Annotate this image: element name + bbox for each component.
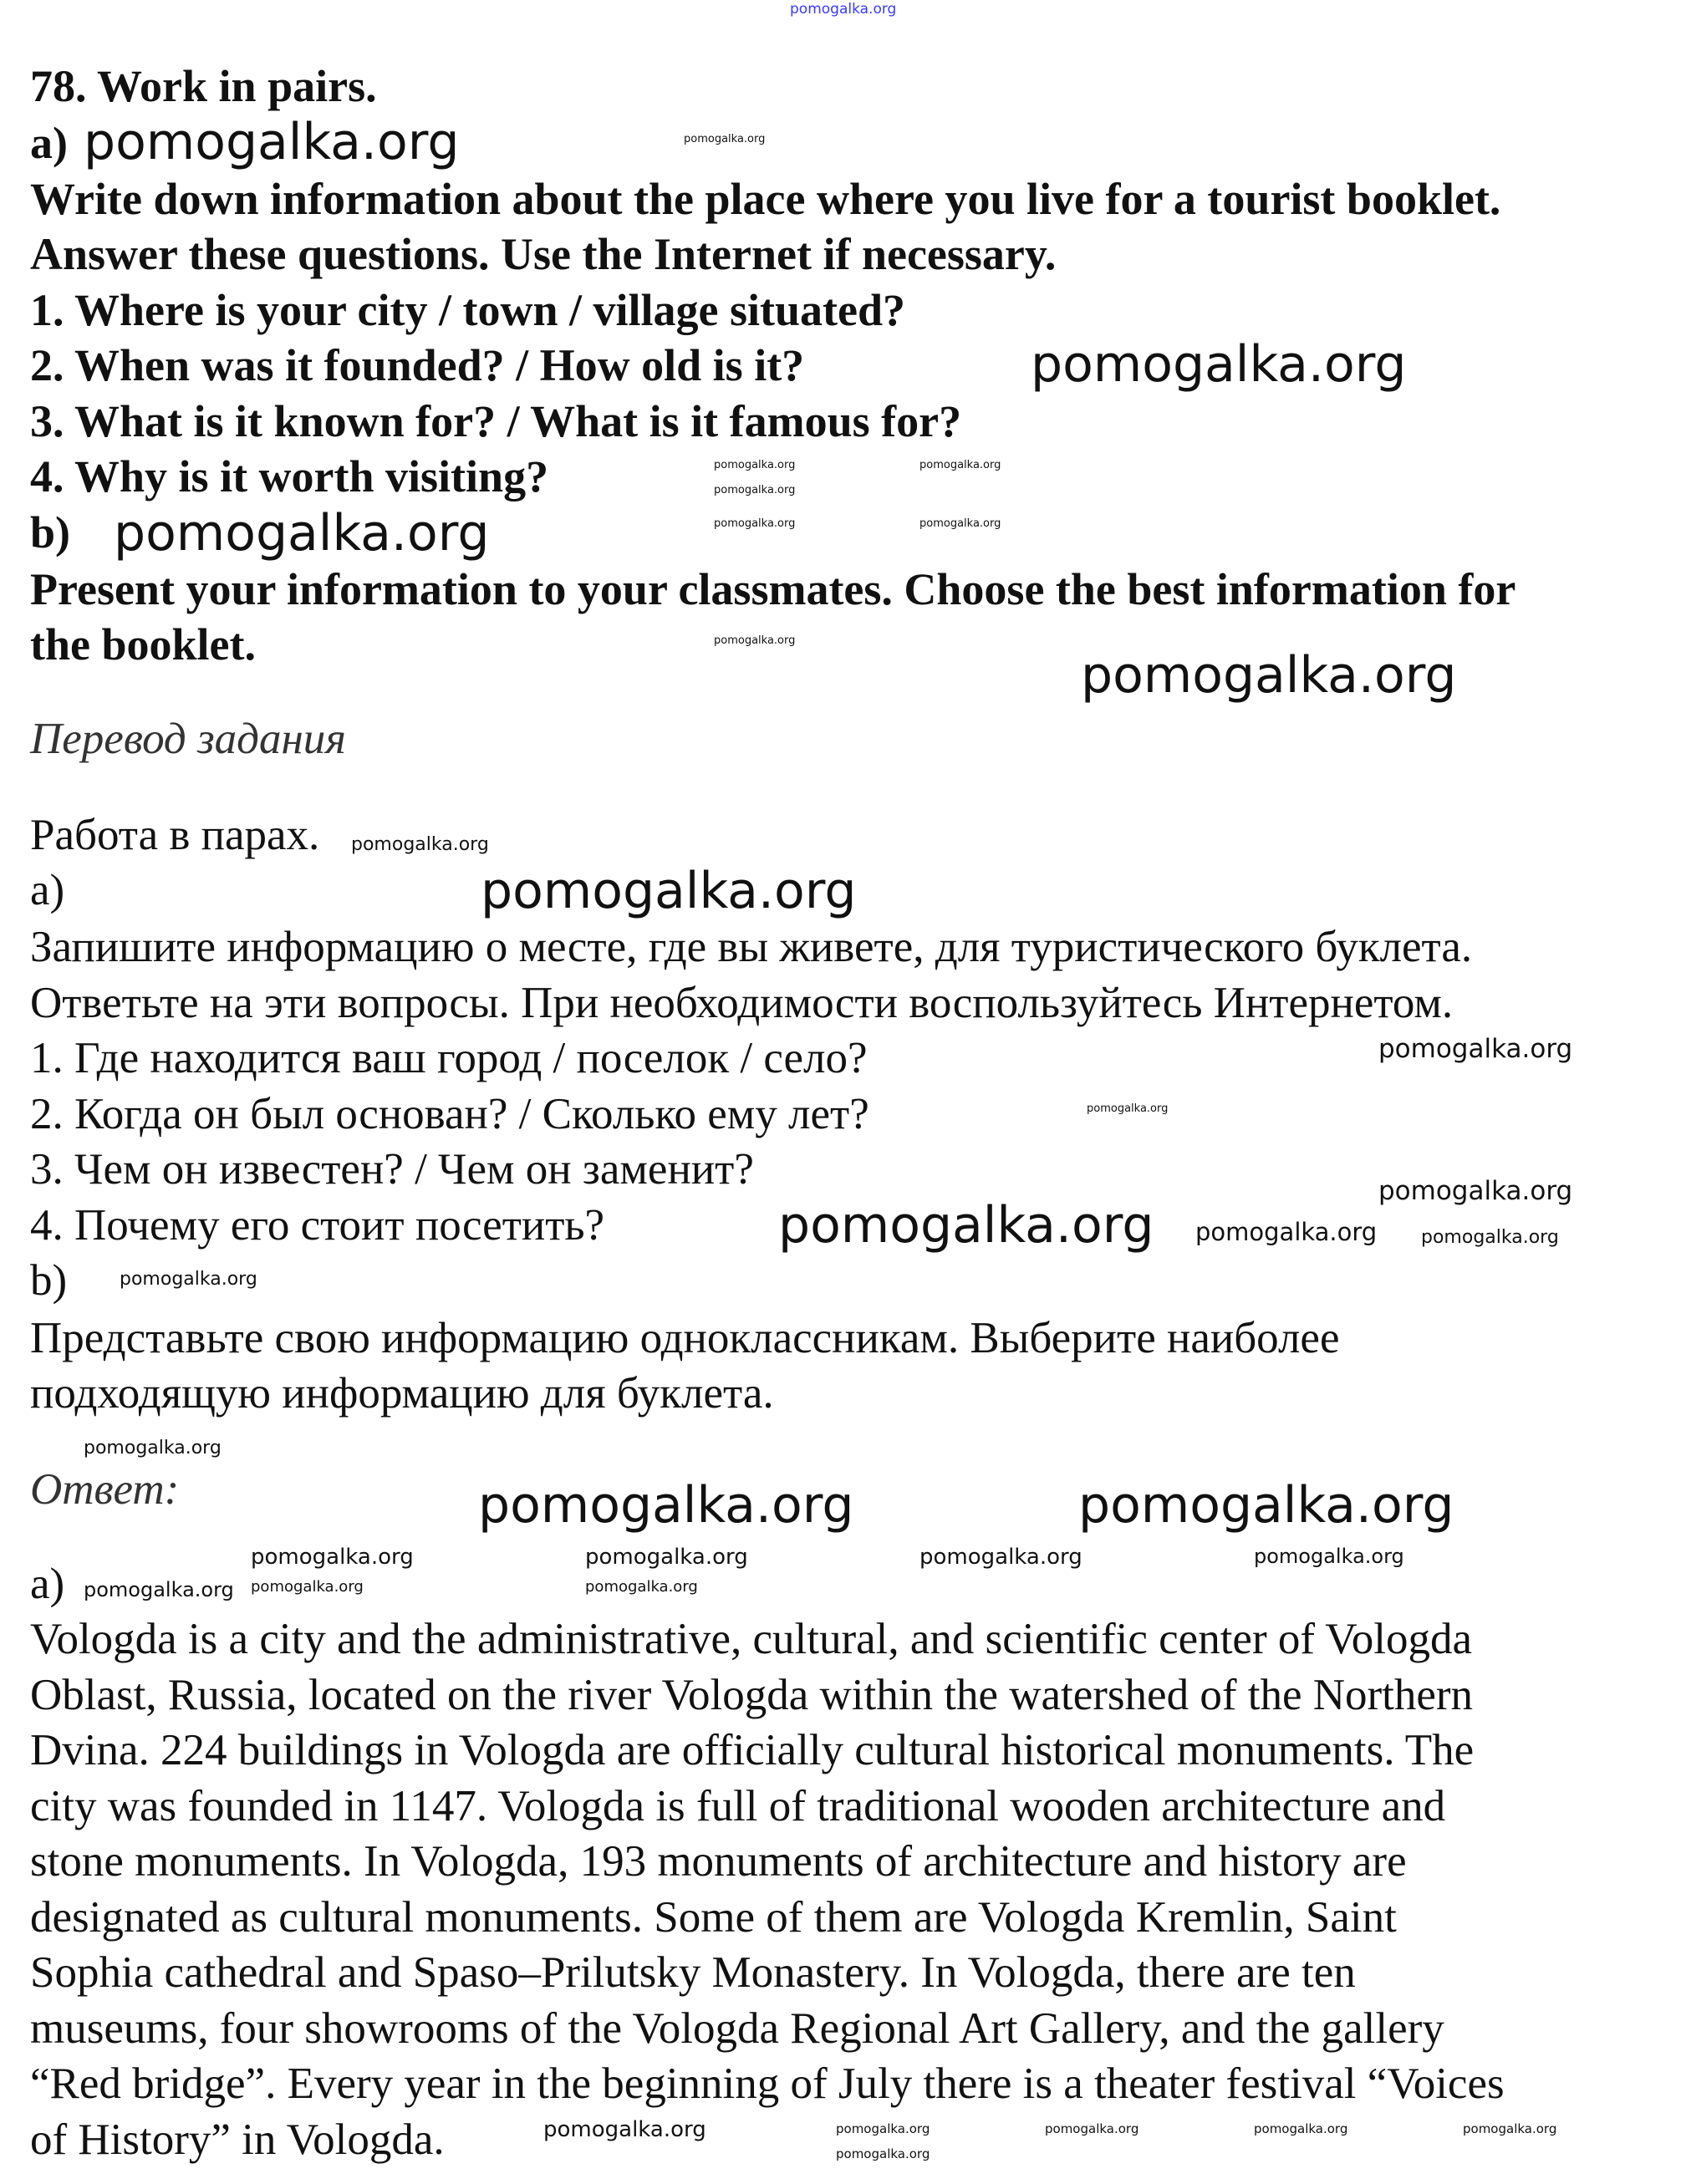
watermark: pomogalka.org <box>1081 646 1457 705</box>
watermark: pomogalka.org <box>84 1578 234 1601</box>
watermark: pomogalka.org <box>714 634 796 647</box>
task-b-label: b) <box>30 507 71 557</box>
watermark: pomogalka.org <box>714 517 796 530</box>
watermark: pomogalka.org <box>778 1196 1154 1255</box>
watermark: pomogalka.org <box>790 1 897 18</box>
watermark: pomogalka.org <box>836 2146 930 2161</box>
translation-a-text: Запишите информацию о месте, где вы живете, для туристического буклета. <box>30 923 1473 971</box>
watermark: pomogalka.org <box>585 1578 698 1596</box>
task-a-label: a) <box>30 118 68 168</box>
watermark: pomogalka.org <box>478 1476 854 1535</box>
task-b-text: Present your information to your classmates. Choose the best information for <box>30 564 1516 614</box>
watermark: pomogalka.org <box>1421 1227 1559 1248</box>
answer-paragraph-line: stone monuments. In Vologda, 193 monuments of architecture and history are <box>30 1837 1407 1886</box>
translation-b-label: b) <box>30 1256 68 1305</box>
watermark: pomogalka.org <box>251 1545 414 1570</box>
watermark: pomogalka.org <box>836 2121 930 2136</box>
watermark: pomogalka.org <box>481 862 857 920</box>
watermark: pomogalka.org <box>919 459 1001 471</box>
watermark: pomogalka.org <box>1195 1218 1378 1246</box>
watermark: pomogalka.org <box>1031 335 1407 394</box>
task-question: 4. Why is it worth visiting? <box>30 451 549 501</box>
task-question: 1. Where is your city / town / village situated? <box>30 285 905 335</box>
watermark: pomogalka.org <box>84 113 460 171</box>
watermark: pomogalka.org <box>714 459 796 471</box>
answer-paragraph-line: Vologda is a city and the administrative, cultural, and scientific center of Vologda <box>30 1615 1472 1663</box>
answer-label: Ответ: <box>30 1465 180 1514</box>
watermark: pomogalka.org <box>714 484 796 496</box>
translation-b-text: Представьте свою информацию одноклассникам. Выберите наиболее <box>30 1314 1340 1362</box>
watermark: pomogalka.org <box>1378 1034 1573 1064</box>
task-a-text: Answer these questions. Use the Internet if necessary. <box>30 229 1057 279</box>
watermark: pomogalka.org <box>1254 2121 1348 2136</box>
task-question: 2. When was it founded? / How old is it? <box>30 340 805 390</box>
translation-question: 4. Почему его стоит посетить? <box>30 1201 605 1250</box>
answer-a-label: a) <box>30 1560 65 1608</box>
watermark: pomogalka.org <box>351 834 489 855</box>
watermark: pomogalka.org <box>1378 1176 1573 1206</box>
answer-paragraph-line: Oblast, Russia, located on the river Vologda within the watershed of the Northern <box>30 1671 1474 1719</box>
watermark: pomogalka.org <box>1078 1476 1454 1535</box>
answer-paragraph-line: “Red bridge”. Every year in the beginning of July there is a theater festival “Voices <box>30 2059 1505 2108</box>
watermark: pomogalka.org <box>684 133 766 145</box>
translation-question: 3. Чем он известен? / Чем он заменит? <box>30 1145 754 1194</box>
watermark: pomogalka.org <box>84 1438 222 1459</box>
answer-paragraph-line: designated as cultural monuments. Some of them are Vologda Kremlin, Saint <box>30 1893 1397 1942</box>
translation-label: Перевод задания <box>30 715 346 763</box>
translation-a-label: а) <box>30 866 65 914</box>
task-a-text: Write down information about the place where you live for a tourist booklet. <box>30 174 1501 224</box>
watermark: pomogalka.org <box>1045 2121 1139 2136</box>
watermark: pomogalka.org <box>120 1269 257 1290</box>
watermark: pomogalka.org <box>114 504 490 563</box>
answer-paragraph-line: museums, four showrooms of the Vologda Regional Art Gallery, and the gallery <box>30 2004 1444 2053</box>
watermark: pomogalka.org <box>543 2117 706 2142</box>
watermark: pomogalka.org <box>919 517 1001 530</box>
watermark: pomogalka.org <box>251 1578 364 1596</box>
answer-paragraph-line: of History” in Vologda. <box>30 2115 445 2164</box>
answer-paragraph-line: Sophia cathedral and Spaso–Prilutsky Monastery. In Vologda, there are ten <box>30 1948 1356 1997</box>
task-question: 3. What is it known for? / What is it famous for? <box>30 396 962 446</box>
watermark: pomogalka.org <box>1254 1545 1404 1568</box>
watermark: pomogalka.org <box>585 1545 748 1570</box>
answer-paragraph-line: city was founded in 1147. Vologda is full of traditional wooden architecture and <box>30 1782 1446 1830</box>
translation-title: Работа в парах. <box>30 811 320 859</box>
watermark: pomogalka.org <box>1463 2121 1557 2136</box>
task-b-text: the booklet. <box>30 619 256 669</box>
translation-a-text: Ответьте на эти вопросы. При необходимости воспользуйтесь Интернетом. <box>30 979 1454 1027</box>
translation-question: 2. Когда он был основан? / Сколько ему лет? <box>30 1090 869 1138</box>
answer-paragraph-line: Dvina. 224 buildings in Vologda are officially cultural historical monuments. The <box>30 1726 1475 1774</box>
watermark: pomogalka.org <box>1087 1102 1169 1115</box>
translation-question: 1. Где находится ваш город / поселок / село? <box>30 1034 868 1082</box>
translation-b-text: подходящую информацию для буклета. <box>30 1369 774 1418</box>
watermark: pomogalka.org <box>919 1545 1082 1570</box>
task-heading: 78. Work in pairs. <box>30 61 377 111</box>
